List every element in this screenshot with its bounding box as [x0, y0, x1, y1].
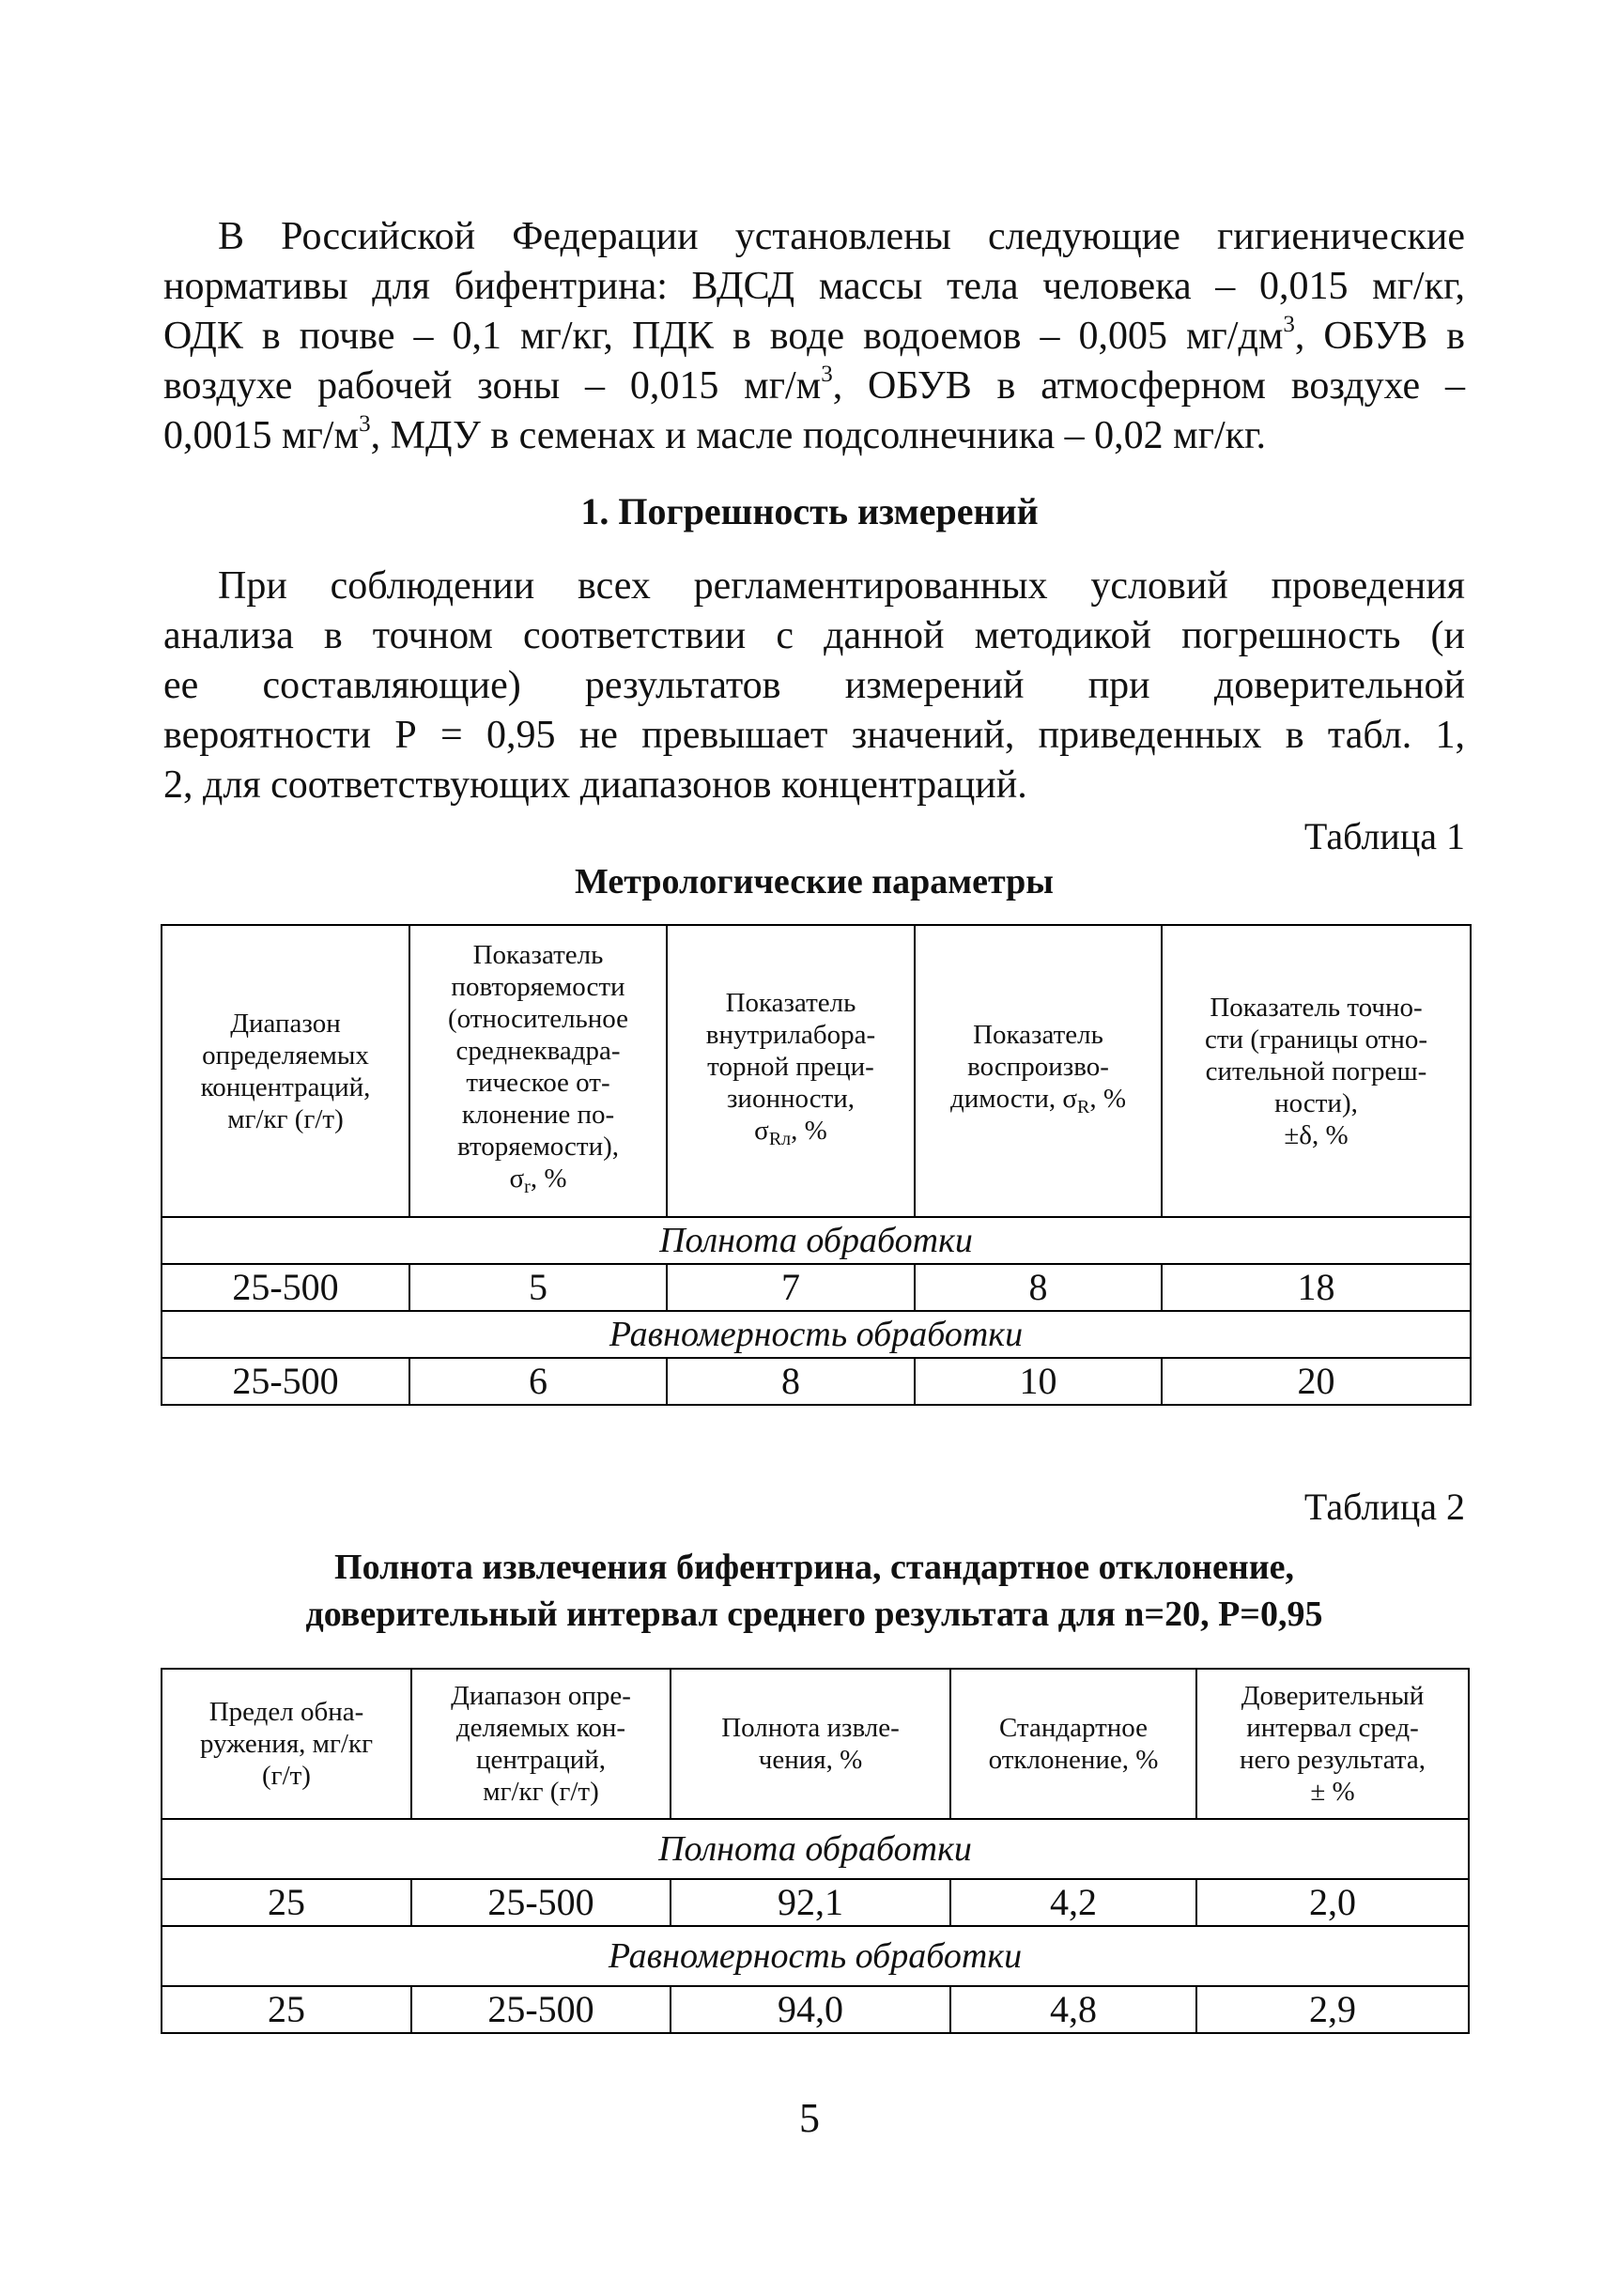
table-row — [162, 1358, 1471, 1405]
section-label: Полнота обработки — [162, 1217, 1471, 1264]
table-cell: 10 — [915, 1358, 1162, 1405]
table-cell: 4,8 — [950, 1986, 1196, 2033]
intro-paragraph — [163, 212, 1465, 461]
table-cell: 94,0 — [671, 1986, 950, 2033]
table-row — [162, 1879, 1469, 1926]
table1-header-cell: Показатель внутрилабора- торной преци- зионности, $\sigma_{Rл}$, % — [667, 925, 915, 1217]
intro-line: 0,0015 $мг/м^3$, МДУ в семенах и масле подсолнечника – 0,02 мг/кг. — [163, 411, 1267, 457]
table-cell: 8 — [667, 1358, 915, 1405]
body-line: 2, для соответствующих диапазонов концентраций. — [163, 763, 1027, 807]
table-cell: 5 — [409, 1264, 667, 1311]
table2-header-cell: Доверительный интервал сред- него результата, ± % — [1196, 1669, 1469, 1819]
table-cell: 25 — [162, 1986, 411, 2033]
table1-header-row — [162, 925, 1471, 1217]
table1-header-cell: Показатель повторяемости (относительное среднеквадра- тическое от- клонение по- вторяемости), $\sigma_r$, % — [409, 925, 667, 1217]
table-cell: 20 — [1162, 1358, 1471, 1405]
table1-title: Метрологические параметры — [575, 862, 1054, 901]
table-cell: 2,9 — [1196, 1986, 1469, 2033]
table-cell: 25-500 — [162, 1264, 409, 1311]
table-cell: 4,2 — [950, 1879, 1196, 1926]
table1-header-cell: Показатель воспроизво- димости, $\sigma_R$, % — [915, 925, 1162, 1217]
body-line: вероятности Р = 0,95 не превышает значений, приведенных в табл. 1, — [163, 714, 1465, 757]
table2-header-cell: Предел обна- ружения, мг/кг (г/т) — [162, 1669, 411, 1819]
intro-line: В Российской Федерации установлены следующие гигиенические — [218, 215, 1465, 258]
table2-section-row — [162, 1926, 1469, 1986]
superscript: 3 — [821, 362, 833, 387]
table-cell: 25-500 — [411, 1986, 671, 2033]
table1-caption: Таблица 1 — [1303, 815, 1465, 857]
table2-header-cell: Диапазон опре- деляемых кон- центраций, мг/кг (г/т) — [411, 1669, 671, 1819]
table2-header-cell: Стандартное отклонение, % — [950, 1669, 1196, 1819]
table-cell: 7 — [667, 1264, 915, 1311]
table2-header-row — [162, 1669, 1469, 1819]
table2-caption: Таблица 2 — [1303, 1486, 1465, 1528]
body-line: При соблюдении всех регламентированных условий проведения — [218, 564, 1465, 608]
intro-line: воздухе рабочей зоны – 0,015 $мг/м^3$, ОБУВ в атмосферном воздухе – — [163, 362, 1465, 408]
table-cell: 92,1 — [671, 1879, 950, 1926]
table2-title — [163, 1544, 1465, 1638]
table2-title-line: Полнота извлечения бифентрина, стандартное отклонение, — [334, 1548, 1294, 1587]
superscript: 3 — [359, 411, 371, 437]
table2-section-row — [162, 1819, 1469, 1879]
table1-header-cell: Диапазон определяемых концентраций, мг/кг (г/т) — [162, 925, 409, 1217]
section-label: Полнота обработки — [162, 1819, 1469, 1879]
table1 — [161, 924, 1472, 1406]
intro-line: ОДК в почве – 0,1 мг/кг, ПДК в воде водоемов – 0,005 $мг/дм^3$, ОБУВ в — [163, 312, 1465, 358]
table-row — [162, 1264, 1471, 1311]
table-cell: 25 — [162, 1879, 411, 1926]
table-cell: 25-500 — [162, 1358, 409, 1405]
table-cell: 8 — [915, 1264, 1162, 1311]
table2 — [161, 1668, 1470, 2034]
table-cell: 6 — [409, 1358, 667, 1405]
table2-title-line: доверительный интервал среднего результата для n=20, Р=0,95 — [305, 1595, 1323, 1634]
section-label: Равномерность обработки — [162, 1926, 1469, 1986]
section-label: Равномерность обработки — [162, 1311, 1471, 1358]
section-heading: 1. Погрешность измерений — [580, 490, 1039, 532]
table1-section-row — [162, 1217, 1471, 1264]
intro-line: нормативы для бифентрина: ВДСД массы тела человека – 0,015 мг/кг, — [163, 265, 1465, 308]
body-line: ее составляющие) результатов измерений при доверительной — [163, 664, 1465, 707]
table1-header-cell: Показатель точно- сти (границы отно- сительной погреш- ности), ±δ, % — [1162, 925, 1471, 1217]
table1-section-row — [162, 1311, 1471, 1358]
body-line: анализа в точном соответствии с данной методикой погрешность (и — [163, 614, 1465, 657]
superscript: 3 — [1283, 312, 1295, 337]
table2-header-cell: Полнота извле- чения, % — [671, 1669, 950, 1819]
table-cell: 2,0 — [1196, 1879, 1469, 1926]
table-cell: 18 — [1162, 1264, 1471, 1311]
page-number: 5 — [799, 2095, 820, 2141]
body-paragraph — [163, 562, 1465, 810]
table-cell: 25-500 — [411, 1879, 671, 1926]
table-row — [162, 1986, 1469, 2033]
